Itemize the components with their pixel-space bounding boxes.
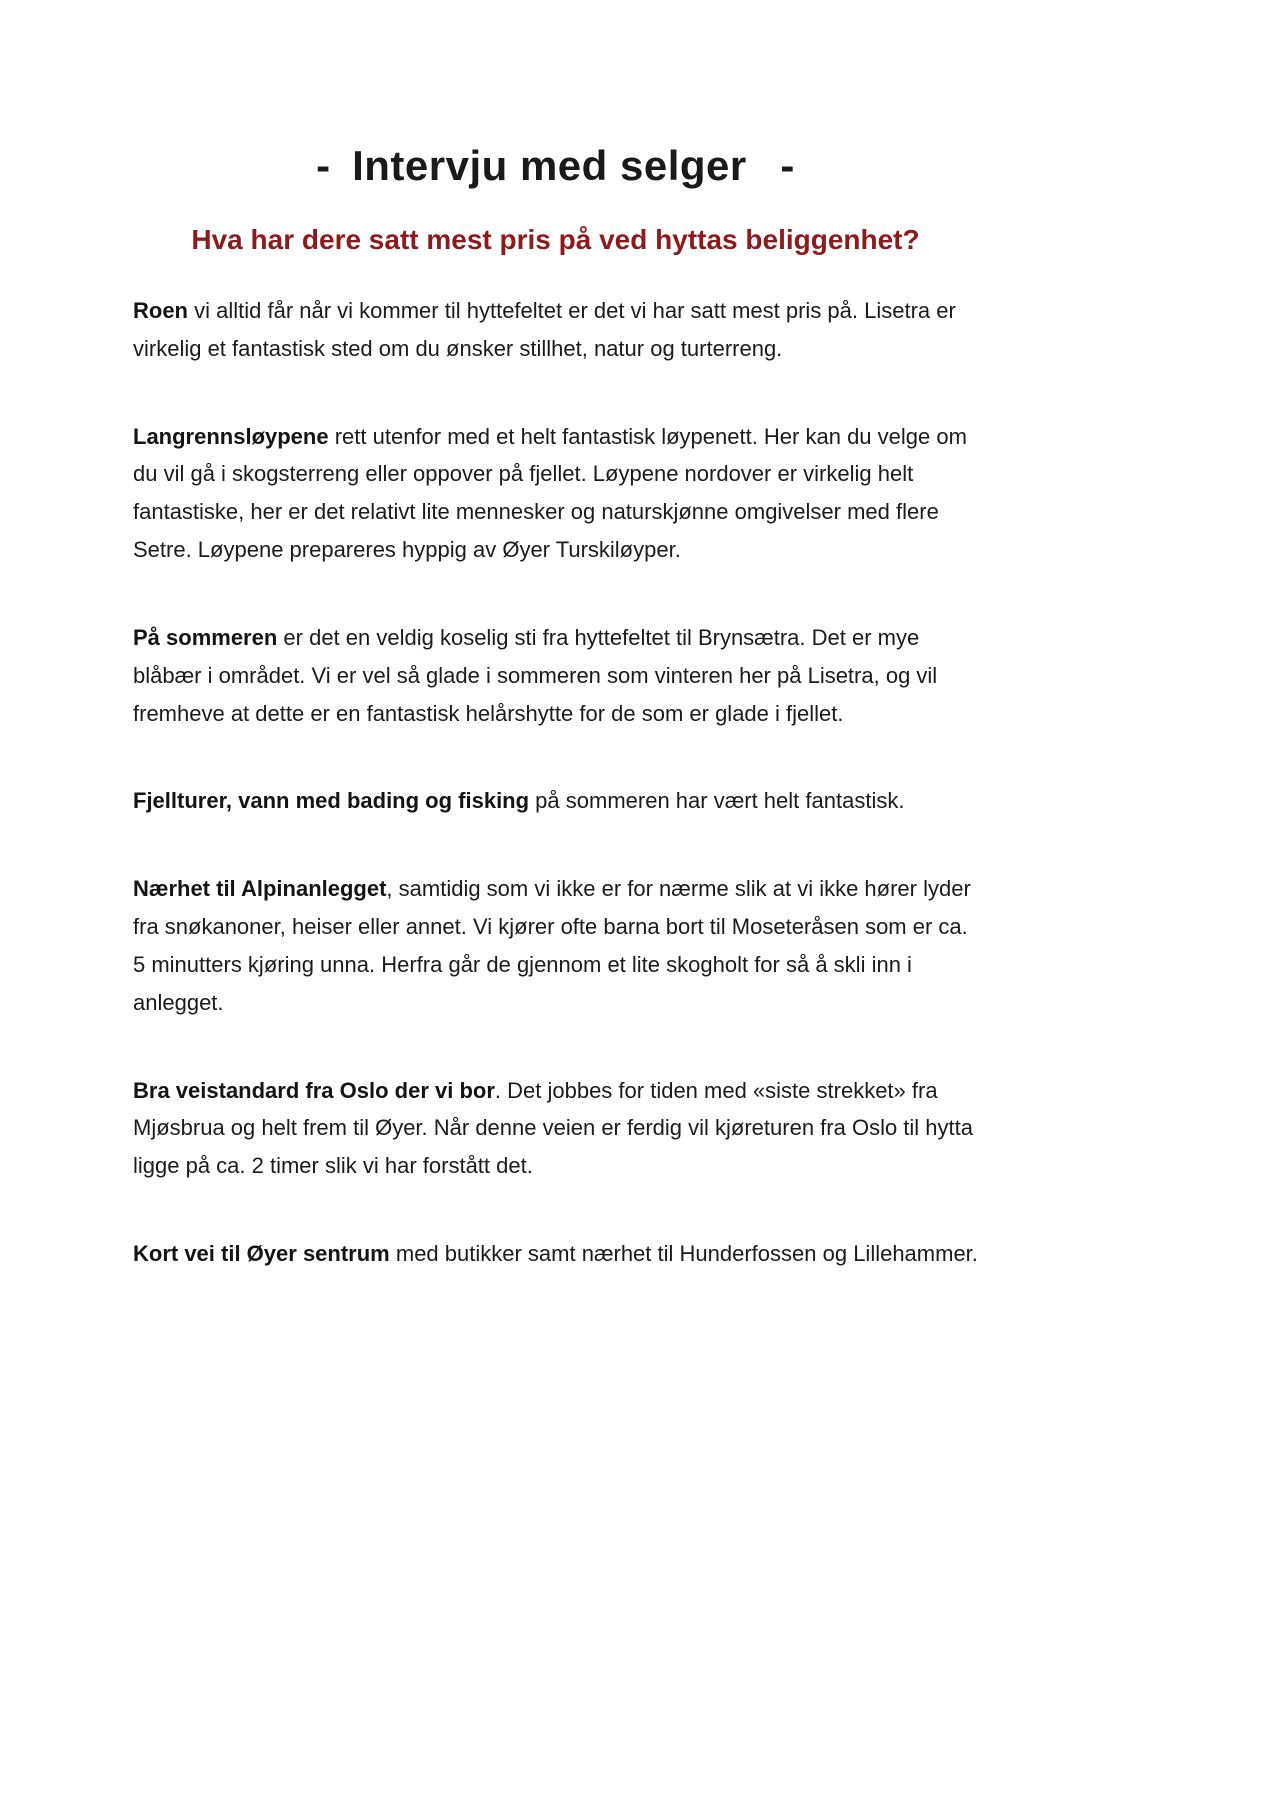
paragraph-text: . Det jobbes for tiden med «siste strekket» fra Mjøsbrua og helt frem til Øyer. Når denne veien er ferdig vil kjøreturen fra Oslo til hytta ligge på ca. 2 timer slik vi har forstått det. (133, 1077, 973, 1179)
paragraph-lead: På sommeren (133, 624, 278, 650)
paragraph-lead: Fjellturer, vann med bading og fisking (133, 788, 530, 814)
document-content (133, 0, 978, 1273)
paragraph-roen (133, 292, 978, 368)
paragraph-text: med butikker samt nærhet til Hunderfossen og Lillehammer. (389, 1241, 978, 1267)
paragraph-text: vi alltid får når vi kommer til hyttefeltet er det vi har satt mest pris på. Lisetra er virkelig et fantastisk sted om du ønsker stillhet, natur og turterreng. (133, 298, 956, 361)
paragraph-naerhet-alpinanlegget (133, 870, 978, 1021)
paragraph-lead: Kort vei til Øyer sentrum (133, 1241, 390, 1267)
paragraph-text: på sommeren har vært helt fantastisk. (529, 788, 905, 814)
paragraph-text: er det en veldig koselig sti fra hyttefeltet til Brynsætra. Det er mye blåbær i området. Vi er vel så glade i sommeren som vinteren her på Lisetra, og vil fremheve at dette er en fantastisk helårshytte for de som er glade i fjellet. (133, 624, 938, 726)
paragraph-langrennsloypene (133, 418, 978, 569)
paragraph-bra-veistandard (133, 1072, 978, 1185)
paragraph-fjellturer (133, 782, 978, 820)
document-title: - Intervju med selger - (316, 142, 795, 189)
paragraph-lead: Nærhet til Alpinanlegget (133, 876, 387, 902)
paragraph-lead: Langrennsløypene (133, 423, 329, 449)
paragraph-text: rett utenfor med et helt fantastisk løypenett. Her kan du velge om du vil gå i skogsterreng eller oppover på fjellet. Løypene nordover er virkelig helt fantastiske, her er det relativt lite mennesker og naturskjønne omgivelser med flere Setre. Løypene prepareres hyppig av Øyer Turskiløyper. (133, 423, 967, 563)
paragraph-lead: Roen (133, 298, 188, 323)
document-subtitle: Hva har dere satt mest pris på ved hyttas beliggenhet? (191, 224, 920, 255)
paragraph-text: , samtidig som vi ikke er for nærme slik at vi ikke hører lyder fra snøkanoner, heiser eller annet. Vi kjører ofte barna bort til Moseteråsen som er ca. 5 minutters kjøring unna. Herfra går de gjennom et lite skogholt for så å skli inn i anlegget. (133, 876, 971, 1015)
paragraph-kort-vei (133, 1235, 978, 1273)
paragraph-pa-sommeren (133, 619, 978, 732)
paragraph-lead: Bra veistandard fra Oslo der vi bor (133, 1077, 495, 1103)
